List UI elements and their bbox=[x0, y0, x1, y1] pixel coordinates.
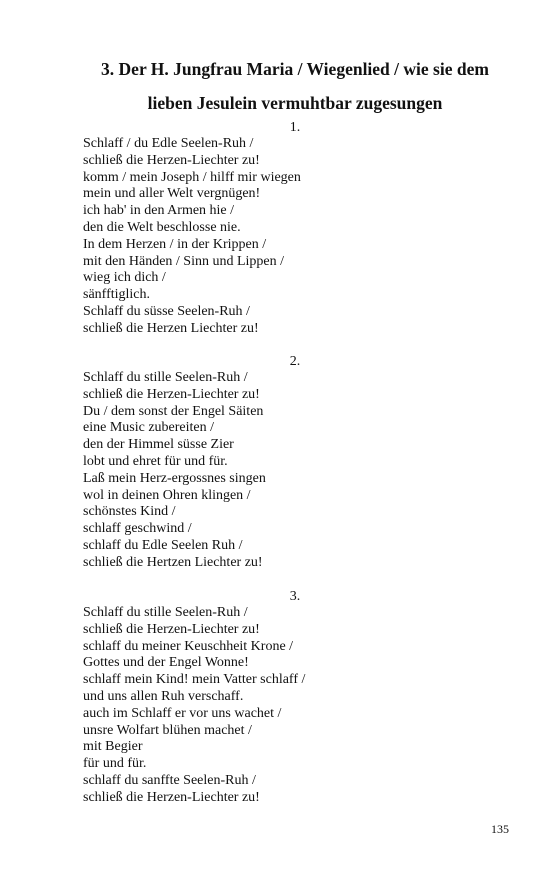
verse-line: schließ die Herzen Liechter zu! bbox=[83, 320, 259, 336]
verse-line: Gottes und der Engel Wonne! bbox=[83, 655, 249, 671]
verse-line: mein und aller Welt vergnügen! bbox=[83, 186, 261, 202]
verse-line: Schlaff du stille Seelen-Ruh / bbox=[83, 605, 248, 620]
verse-line: lobt und ehret für und für. bbox=[83, 453, 228, 469]
verse-line: schlaff du sanffte Seelen-Ruh / bbox=[83, 772, 256, 788]
stanza-number: 2. bbox=[289, 354, 301, 369]
verse-line: schließ die Herzen-Liechter zu! bbox=[83, 789, 260, 805]
verse-line: schlaff geschwind / bbox=[83, 521, 192, 537]
verse-line: Schlaff du stille Seelen-Ruh / bbox=[83, 370, 248, 385]
verse-line: und uns allen Ruh verschaff. bbox=[83, 688, 244, 704]
verse-line: ich hab' in den Armen hie / bbox=[83, 203, 235, 219]
verse-line: schlaff mein Kind! mein Vatter schlaff / bbox=[83, 672, 306, 688]
verse-line: schlaff du Edle Seelen Ruh / bbox=[83, 537, 243, 553]
verse-line: eine Music zubereiten / bbox=[83, 420, 215, 436]
verse-line: Schlaff / du Edle Seelen-Ruh / bbox=[83, 136, 254, 151]
page-number: 135 bbox=[491, 822, 509, 836]
verse-line: unsre Wolfart blühen machet / bbox=[83, 722, 252, 738]
verse-line: wol in deinen Ohren klingen / bbox=[83, 487, 251, 503]
verse-line: komm / mein Joseph / hilff mir wiegen bbox=[83, 169, 301, 185]
verse-line: wieg ich dich / bbox=[83, 270, 166, 286]
stanza-number: 1. bbox=[289, 120, 301, 135]
verse-line: schließ die Herzen-Liechter zu! bbox=[83, 152, 260, 168]
stanza-number: 3. bbox=[289, 589, 301, 604]
verse-line: auch im Schlaff er vor uns wachet / bbox=[83, 705, 282, 721]
title-line-2: lieben Jesulein vermuhtbar zugesungen bbox=[147, 93, 443, 113]
verse-line: schlaff du meiner Keuschheit Krone / bbox=[83, 638, 294, 654]
verse-line: Du / dem sonst der Engel Säiten bbox=[83, 403, 264, 419]
stanza-3 bbox=[83, 605, 305, 807]
verse-line: sänfftiglich. bbox=[83, 287, 151, 303]
verse-line: mit Begier bbox=[83, 739, 143, 755]
verse-line: mit den Händen / Sinn und Lippen / bbox=[83, 253, 285, 269]
stanza-2 bbox=[83, 370, 266, 572]
stanza-1 bbox=[83, 136, 301, 338]
verse-line: schließ die Herzen-Liechter zu! bbox=[83, 621, 260, 637]
verse-line: für und für. bbox=[83, 756, 147, 772]
verse-line: schönstes Kind / bbox=[83, 504, 176, 520]
verse-line: schließ die Herzen-Liechter zu! bbox=[83, 386, 260, 402]
verse-line: den die Welt beschlosse nie. bbox=[83, 219, 241, 235]
verse-line: Schlaff du süsse Seelen-Ruh / bbox=[83, 303, 250, 319]
verse-line: Laß mein Herz-ergossnes singen bbox=[83, 470, 266, 486]
verse-line: In dem Herzen / in der Krippen / bbox=[83, 236, 267, 252]
verse-line: den der Himmel süsse Zier bbox=[83, 437, 234, 453]
verse-line: schließ die Hertzen Liechter zu! bbox=[83, 554, 263, 570]
title-line-1: 3. Der H. Jungfrau Maria / Wiegenlied / wie sie dem bbox=[101, 59, 489, 79]
